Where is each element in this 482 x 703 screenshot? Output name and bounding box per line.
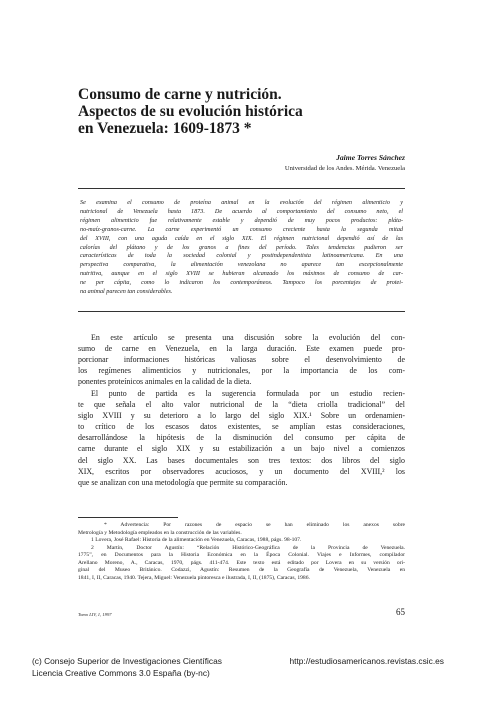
body-line: desarrollándose la hipótesis de la disminución del consumo per cápita de bbox=[78, 433, 405, 443]
abstract-line: calorías del plátano y de los granos a fines del período. Tales tendencias pudieron ser bbox=[80, 244, 403, 251]
license-terms: Licencia Creative Commons 3.0 España (by-nc) bbox=[32, 668, 210, 678]
footnote-rule bbox=[78, 517, 178, 518]
abstract-line: Se examina el consumo de proteína animal en la evolución del régimen alimenticio y bbox=[80, 200, 403, 206]
abstract-line: características de toda la sociedad colonial y postindependentista latinoamericana. En una bbox=[80, 253, 403, 260]
abstract bbox=[80, 199, 403, 297]
abstract-line: ne per cápita, como lo indicaron los contemporáneos. Tampoco los porcentajes de protei- bbox=[80, 280, 403, 287]
footnote-line: ginal del Museo Británico. Codazzi, Agustín: Resumen de la Geografía de Venezuela, Venezuela en bbox=[78, 567, 405, 574]
body-line: to crítico de los escasos datos existentes, se amplían estas consideraciones, bbox=[78, 422, 405, 432]
body-line: siglo XVIII y su deterioro a lo largo del siglo XIX.¹ Sobre un ordenamien- bbox=[78, 411, 405, 421]
abstract-line: del XVIII, con una aguda caída en el siglo XIX. El régimen nutricional dependió así de las bbox=[80, 235, 403, 242]
footnote-line: * Advertencia: Por razones de espacio se han eliminado los anexos sobre bbox=[104, 522, 405, 528]
footnote-line: 2 Martín, Doctor Agustín: “Relación Histórico-Geográfica de la Provincia de Venezuela. bbox=[91, 544, 405, 551]
footnotes bbox=[78, 522, 405, 582]
abstract-line: régimen alimenticio fue relativamente estable y dependió de muy pocos productos: pláta- bbox=[80, 217, 403, 224]
abstract-line: nutritiva, aunque en el siglo XVIII se hubieran alcanzado los máximos de consumo de car- bbox=[80, 271, 403, 278]
license-copyright: (c) Consejo Superior de Investigaciones Científicas bbox=[32, 656, 222, 666]
title-line: Consumo de carne y nutrición. bbox=[78, 86, 282, 103]
footnote-line: 1 Lovera, José Rafael: Historia de la alimentación en Venezuela, Caracas, 1988, págs. 98-107. bbox=[91, 537, 302, 544]
body-line: El punto de partida es la sugerencia formulada por un estudio recien- bbox=[91, 389, 405, 399]
body-line: En este artículo se presenta una discusión sobre la evolución del con- bbox=[91, 333, 405, 342]
author-name: Jaime Torres Sánchez bbox=[336, 153, 405, 162]
body-line: que se analizan con una metodología que permite su comparación. bbox=[78, 477, 288, 487]
abstract-top-rule bbox=[78, 188, 405, 189]
body-line: porcionar informaciones históricas valiosas sobre el desenvolvimiento de bbox=[78, 355, 405, 365]
body-line: carne durante el siglo XIX y su estabilización a un bajo nivel a comienzos bbox=[78, 444, 405, 454]
page-number: 65 bbox=[396, 607, 405, 617]
abstract-line: na animal parecen tan considerables. bbox=[80, 289, 173, 296]
article-title bbox=[78, 86, 398, 138]
abstract-line: perspectiva comparativa, la alimentación venezolana no aparece tan excepcionalmente bbox=[80, 262, 403, 269]
title-line: Aspectos de su evolución histórica bbox=[78, 103, 303, 121]
abstract-bottom-rule bbox=[78, 311, 405, 312]
body-line: ponentes proteínicos animales en la calidad de la dieta. bbox=[78, 377, 252, 387]
body-line: del siglo XX. Las bases documentales son tres textos: dos libros del siglo bbox=[78, 455, 405, 465]
body-line: XIX, escritos por observadores acuciosos, y un documento del XVIII,² los bbox=[78, 466, 405, 476]
journal-url-link[interactable]: http://estudiosamericanos.revistas.csic.es bbox=[289, 656, 444, 666]
footnote-line: 1775”, en Documentos para la Historia Económica en la Época Colonial. Viajes e Informes, compilador bbox=[78, 552, 405, 559]
abstract-line: no-maíz-granos-carne. La carne experimentó un consumo creciente hasta la segunda mitad bbox=[80, 226, 403, 233]
title-line: en Venezuela: 1609-1873 * bbox=[78, 120, 252, 138]
body-line: los regímenes alimenticios y nutricionales, por la importancia de los com- bbox=[78, 366, 405, 376]
abstract-line: nutricional de Venezuela hasta 1873. De acuerdo al comportamiento del consumo neto, el bbox=[80, 208, 403, 215]
article-body bbox=[78, 332, 405, 488]
journal-reference: Tomo LIV, 1, 1997 bbox=[78, 612, 112, 617]
footnote-line: Metrología y Metodología empleados en la construcción de las variables. bbox=[78, 529, 242, 536]
footnote-line: 1841, I, II, Caracas, 1940. Tejera, Miguel: Venezuela pintoresca e ilustrada, I, II, (1875), Caracas, 1986. bbox=[78, 574, 310, 581]
author-affiliation: Universidad de los Andes. Mérida. Venezuela bbox=[284, 165, 405, 172]
body-line: te que señala el alto valor nutricional de la “dieta criolla tradicional” del bbox=[78, 400, 405, 410]
footnote-line: Arellano Moreno, A., Caracas, 1970, págs. 411-474. Este texto está editado por Lovera en su versión ori- bbox=[78, 559, 405, 566]
body-line: sumo de carne en Venezuela, en la larga duración. Este examen puede pro- bbox=[78, 344, 405, 354]
